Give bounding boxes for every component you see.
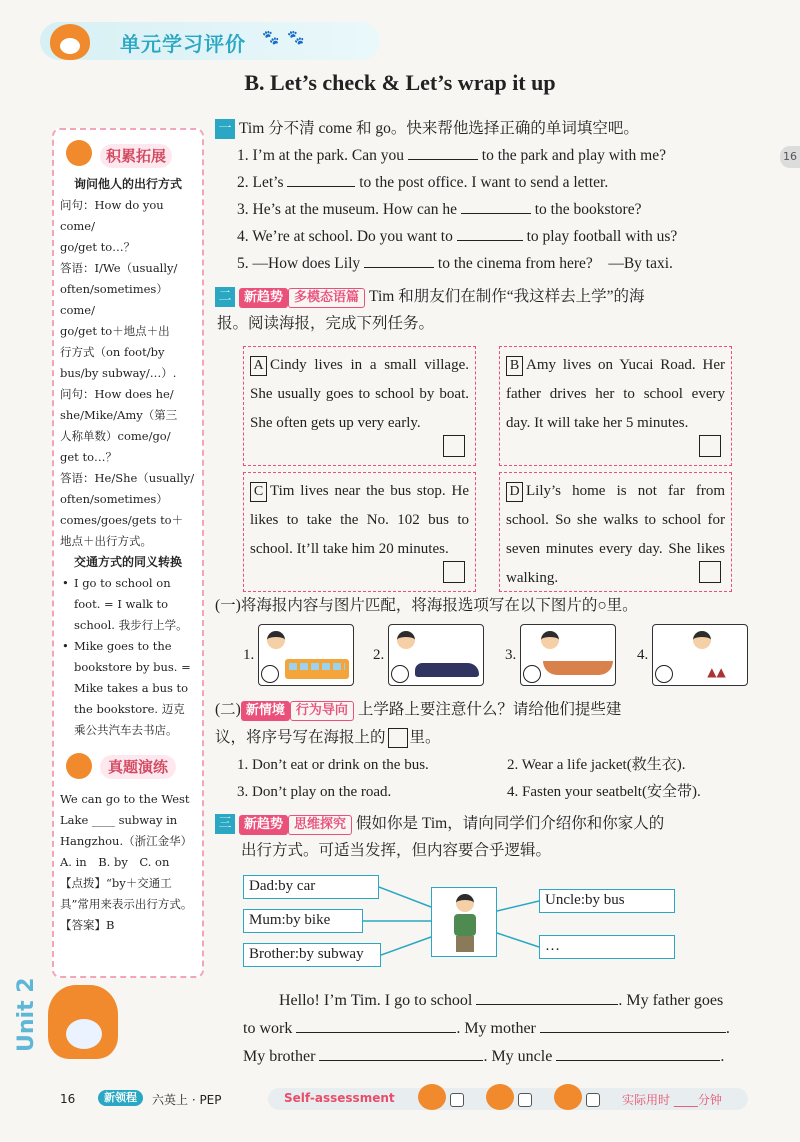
question-text: He’s at the museum. How can he [252,201,457,218]
family-box-mum: Mum:by bike [243,909,363,933]
trend-tag: 新趋势 [239,288,288,308]
poster-text: Lily’s home is not far from school. So she walks to school for seven minutes every day. She likes walking. [506,483,725,586]
sidebar-line: comes/goes/gets to＋ [60,513,184,527]
sidebar-line: get to…？ [60,450,117,464]
writing-line [215,1015,760,1043]
sidebar-line: 答语：He/She（usually/ [60,471,195,485]
paw-prints-icon: 🐾🐾 [262,30,313,46]
page-number: 16 [60,1092,76,1106]
picture-frame [520,624,616,686]
question-text: to the park and play with me? [481,147,666,164]
fox-rating-icon [554,1084,582,1110]
sidebar-panel [52,128,204,978]
answer-box[interactable] [443,435,465,457]
question-row [215,142,760,169]
page-tab: 16 [780,146,800,168]
answer-box[interactable] [699,561,721,583]
boat-icon [543,661,613,675]
brand-badge: 新领程 [98,1090,143,1106]
poster-letter: D [506,482,523,502]
question-number: 3. [237,201,249,218]
writing-line [215,1043,760,1071]
sidebar-line: 问句：How does he/ [60,387,174,401]
writing-blank[interactable] [540,1019,726,1033]
picture-number: 2. [373,646,385,663]
child-icon [693,631,711,649]
question-text: We’re at school. Do you want to [252,228,453,245]
question-text: Let’s [252,174,284,191]
picture-number: 1. [243,646,255,663]
poster-card [499,346,732,466]
question-row [215,250,760,277]
answer-circle[interactable] [655,665,673,683]
question-text: to the cinema from here? —By taxi. [437,255,673,272]
question-text: to the post office. I want to send a letter. [359,174,609,191]
boy-icon [456,894,474,912]
fox-mascot-icon [50,24,90,60]
question-text: to play football with us? [526,228,678,245]
answer-blank[interactable] [287,173,355,187]
tip-item: 3. Don’t play on the road. [237,784,392,800]
section1-instruction: Tim 分不清 come 和 go。快来帮他选择正确的单词填空吧。 [239,120,639,137]
answer-blank[interactable] [461,200,531,214]
picture-item [637,624,748,686]
question-row [215,223,760,250]
picture-number: 3. [505,646,517,663]
picture-item [243,624,354,686]
trend-tag: 新趋势 [239,815,288,835]
tim-picture [431,887,497,957]
question-number: 1. [237,147,249,164]
thinking-tag: 思维探究 [288,815,352,835]
self-assessment-label: Self-assessment [284,1091,395,1105]
sidebar-line: 人称单数）come/go/ [60,429,171,443]
sidebar-list-item: • I go to school on foot. = I walk to school. 我步行上学。 [60,573,196,636]
exam-header [60,745,196,789]
poster-text: Tim lives near the bus stop. He likes to take the No. 102 bus to school. It’ll take him 20 minutes. [250,483,469,557]
section1-header [215,115,760,142]
sidebar-line: 行方式（on foot/by [60,345,165,359]
child-icon [267,631,285,649]
exam-answer: 【答案】B [60,918,115,932]
sidebar-line: 询问他人的出行方式 [73,177,182,191]
unit-title: 单元学习评价 [120,32,246,56]
part-label: (二) [215,701,241,718]
answer-circle[interactable] [523,665,541,683]
answer-blank[interactable] [457,227,523,241]
bus-icon [285,659,349,679]
part1-instruction: (一)将海报内容与图片匹配，将海报选项写在以下图片的○里。 [215,597,638,614]
section-number: 三 [215,814,235,834]
sidebar-line: go/get to＋地点＋出 [60,324,170,338]
exam-options: A. in B. by C. on [60,855,170,869]
sidebar-line: 地点＋出行方式。 [60,534,152,548]
sidebar-line: 答语：I/We（usually/ [60,261,178,275]
question-text: to the bookstore? [534,201,642,218]
section-number: 一 [215,119,235,139]
picture-item [505,624,616,686]
child-icon [541,631,559,649]
poster-card [243,346,476,466]
tip-item: 1. Don’t eat or drink on the bus. [237,757,429,773]
poster-text: Amy lives on Yucai Road. Her father drives her to school every day. It will take her 5 minutes. [506,357,725,431]
child-icon [397,631,415,649]
writing-area [215,987,760,1071]
tip-item: 4. Fasten your seatbelt(安全带). [507,784,701,800]
topic-tag: 多模态语篇 [288,288,365,308]
part2-instruction-line2 [215,724,760,752]
picture-row [215,624,760,690]
exam-section-title: 真题演练 [100,755,176,779]
poster-letter: B [506,356,523,376]
question-text: —How does Lily [252,255,361,272]
boy-legs [456,936,474,952]
instruction-text: 报。阅读海报，完成下列任务。 [217,315,435,332]
tip-item: 2. Wear a life jacket(救生衣). [507,757,686,773]
instruction-text: 假如你是 Tim，请向同学们介绍你和你家人的 [356,815,665,832]
fox-icon [66,753,92,779]
writing-blank[interactable] [296,1019,456,1033]
family-box-dad: Dad:by car [243,875,379,899]
poster-grid [215,342,760,590]
writing-line [215,987,760,1015]
fox-mascot-icon [48,985,118,1059]
sidebar-header [60,134,196,174]
writing-text: to work [243,1020,293,1037]
sidebar-line: go/get to…？ [60,240,136,254]
walking-feet-icon: ▲▲ [707,665,726,679]
writing-blank[interactable] [319,1047,483,1061]
poster-text: Cindy lives in a small village. She usually goes to school by boat. She often gets up very early. [250,357,469,431]
section2-instruction [239,283,644,310]
page-title: B. Let’s check & Let’s wrap it up [244,70,556,95]
answer-box[interactable] [699,435,721,457]
poster-card [243,472,476,592]
answer-circle[interactable] [391,665,409,683]
behavior-tag: 行为导向 [290,701,354,721]
boy-body [454,914,476,936]
question-number: 2. [237,174,249,191]
section3-instruction [239,810,664,837]
picture-frame [388,624,484,686]
exam-question: We can go to the West Lake ____ subway in Hangzhou.（浙江金华） [60,792,193,848]
instruction-text: 议，将序号写在海报上的 [215,729,386,746]
time-used-label: 实际用时 ____分钟 [622,1093,722,1107]
instruction-text: 里。 [409,729,441,746]
section2-header [215,283,760,310]
instruction-text: Tim 和朋友们在制作“我这样去上学”的海 [369,288,645,305]
page-footer [0,1084,800,1114]
family-box-brother: Brother:by subway [243,943,381,967]
grade-label: 六英上 · PEP [152,1093,222,1107]
sidebar-line: often/sometimes）come/ [60,282,168,317]
writing-text: . My mother [456,1020,536,1037]
family-diagram [215,871,760,981]
question-number: 5. [237,255,249,272]
writing-blank[interactable] [476,991,618,1005]
section3-header [215,810,760,837]
question-row [215,169,760,196]
sidebar-line: often/sometimes） [60,492,168,506]
family-box-blank: … [539,935,675,959]
question-row [215,196,760,223]
part2-instruction [215,696,760,724]
writing-text: . [725,1020,730,1037]
answer-blank[interactable] [364,254,434,268]
fox-rating-icon [486,1084,514,1110]
rating-checkbox[interactable] [586,1093,600,1107]
unit-label: Unit 2 [14,977,39,1052]
square-box-icon [388,728,408,748]
answer-blank[interactable] [408,146,478,160]
fox-rating-icon [418,1084,446,1110]
section-number: 二 [215,287,235,307]
poster-card [499,472,732,592]
instruction-text: 出行方式。可适当发挥，但内容要合乎逻辑。 [241,842,552,859]
question-number: 4. [237,228,249,245]
picture-item [373,624,484,686]
sidebar-line: 问句：How do you come/ [60,198,164,233]
sidebar-section-title: 积累拓展 [100,144,172,168]
exam-tip: 【点拨】“by＋交通工具”常用来表示出行方式。 [60,876,193,911]
car-icon [415,663,479,677]
writing-text: . [720,1048,725,1065]
poster-letter: C [250,482,267,502]
poster-letter: A [250,356,267,376]
writing-text: . My father goes [618,992,724,1009]
writing-blank[interactable] [556,1047,720,1061]
question-text: I’m at the park. Can you [252,147,405,164]
picture-frame [652,624,748,686]
writing-text: . My uncle [483,1048,553,1065]
instruction-text: 上学路上要注意什么？请给他们提些建 [357,701,622,718]
family-box-uncle: Uncle:by bus [539,889,675,913]
sidebar-line: she/Mike/Amy（第三 [60,408,178,422]
picture-frame [258,624,354,686]
situation-tag: 新情境 [241,701,290,721]
sidebar-line: bus/by subway/…）. [60,366,177,380]
picture-number: 4. [637,646,649,663]
sidebar-list-item: • Mike goes to the bookstore by bus. = Mike takes a bus to the bookstore. 迈克乘公共汽车去书店。 [60,636,196,741]
tips-list [215,752,760,806]
sidebar-subtitle: 交通方式的同义转换 [73,555,182,569]
answer-circle[interactable] [261,665,279,683]
rating-checkbox[interactable] [518,1093,532,1107]
main-content [215,115,760,1071]
writing-text: My brother [243,1048,316,1065]
rating-checkbox[interactable] [450,1093,464,1107]
fox-icon [66,140,92,166]
answer-box[interactable] [443,561,465,583]
writing-text: Hello! I’m Tim. I go to school [279,992,473,1009]
